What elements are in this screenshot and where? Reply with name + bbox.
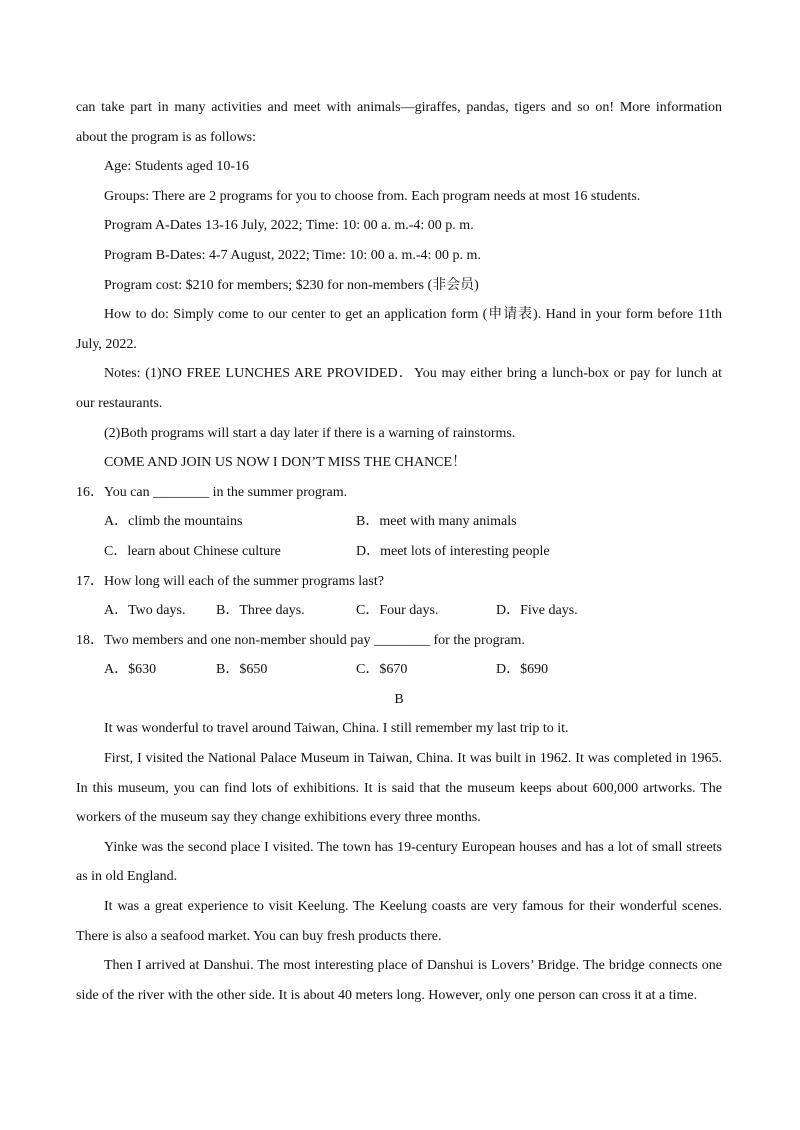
option-d: D．Five days. xyxy=(496,603,578,619)
paragraph-line: It was a great experience to visit Keelung. The Keelung coasts are very famous for their wonderful scenes. xyxy=(104,899,722,915)
closing-line: COME AND JOIN US NOW I DON’T MISS THE CHANCE！ xyxy=(104,455,467,471)
option-b: B．meet with many animals xyxy=(356,514,517,530)
question-18: 18．Two members and one non-member should pay ________ for the program. xyxy=(76,632,525,648)
cost-line: Program cost: $210 for members; $230 for non-members (非会员) xyxy=(104,277,479,293)
option-a: A．Two days. xyxy=(104,603,186,619)
text-line: about the program is as follows: xyxy=(76,129,257,145)
notes-line: Notes: (1)NO FREE LUNCHES ARE PROVIDED．You may either bring a lunch-box or pay for lunch at xyxy=(104,366,722,382)
paragraph-line: side of the river with the other side. It is about 40 meters long. However, only one person can cross it at a time. xyxy=(76,987,698,1003)
program-b-line: Program B-Dates: 4-7 August, 2022; Time: 10: 00 a. m.-4: 00 p. m. xyxy=(104,247,481,263)
question-17-options xyxy=(76,596,722,626)
question-16-options-row2 xyxy=(76,537,722,567)
paragraph-line: as in old England. xyxy=(76,869,178,885)
paragraph-line: workers of the museum say they change exhibitions every three months. xyxy=(76,810,481,826)
how-line: How to do: Simply come to our center to get an application form (申请表). Hand in your form before 11th xyxy=(104,307,722,323)
document-page xyxy=(76,93,722,1010)
groups-line: Groups: There are 2 programs for you to choose from. Each program needs at most 16 students. xyxy=(104,188,641,204)
option-c: C．learn about Chinese culture xyxy=(104,543,281,559)
paragraph-line: First, I visited the National Palace Museum in Taiwan, China. It was built in 1962. It was completed in 1965. xyxy=(104,751,722,767)
paragraph-line: Yinke was the second place I visited. The town has 19-century European houses and has a lot of small streets xyxy=(104,839,722,855)
option-a: A．$630 xyxy=(104,662,157,678)
question-17: 17．How long will each of the summer programs last? xyxy=(76,573,384,589)
program-a-line: Program A-Dates 13-16 July, 2022; Time: 10: 00 a. m.-4: 00 p. m. xyxy=(104,218,474,234)
option-d: D．meet lots of interesting people xyxy=(356,543,550,559)
option-c: C．Four days. xyxy=(356,603,439,619)
how-line-cont: July, 2022. xyxy=(76,336,137,352)
option-b: B．Three days. xyxy=(216,603,305,619)
paragraph-line: In this museum, you can find lots of exhibitions. It is said that the museum keeps about 600,000 artworks. The xyxy=(76,780,722,796)
question-18-options xyxy=(76,655,722,685)
question-16-options-row1 xyxy=(76,507,722,537)
age-line: Age: Students aged 10-16 xyxy=(104,159,250,175)
option-b: B．$650 xyxy=(216,662,268,678)
paragraph-line: Then I arrived at Danshui. The most interesting place of Danshui is Lovers’ Bridge. The bridge connects one xyxy=(104,958,722,974)
question-16: 16．You can ________ in the summer program. xyxy=(76,484,348,500)
section-heading: B xyxy=(394,691,404,707)
text-line: can take part in many activities and meet with animals—giraffes, pandas, tigers and so on! More information xyxy=(76,100,722,115)
notes-2-line: (2)Both programs will start a day later if there is a warning of rainstorms. xyxy=(104,425,516,441)
option-a: A．climb the mountains xyxy=(104,514,243,530)
paragraph-line: It was wonderful to travel around Taiwan, China. I still remember my last trip to it. xyxy=(104,721,569,737)
paragraph-line: There is also a seafood market. You can buy fresh products there. xyxy=(76,928,442,944)
notes-line-cont: our restaurants. xyxy=(76,395,163,411)
option-d: D．$690 xyxy=(496,662,549,678)
option-c: C．$670 xyxy=(356,662,408,678)
